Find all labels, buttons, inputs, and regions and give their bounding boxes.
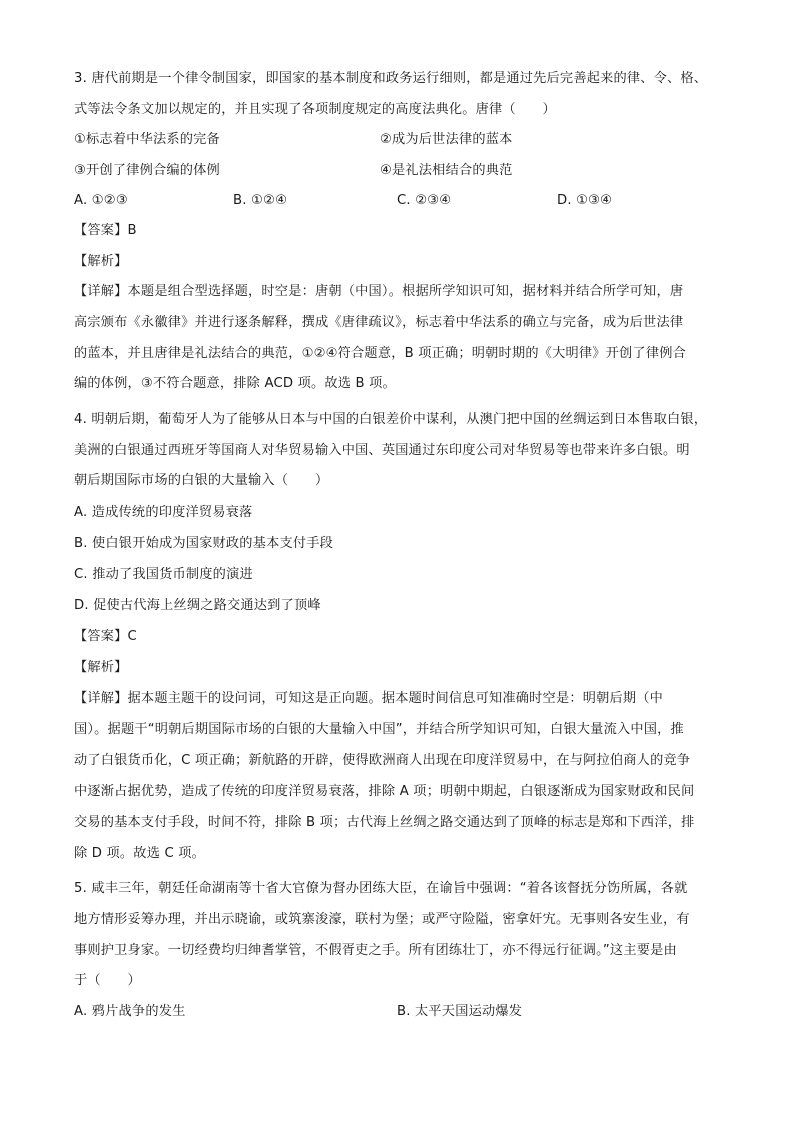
q4-stem-line-2: 美洲的白银通过西班牙等国商人对华贸易输入中国、英国通过东印度公司对华贸易等也带来许多白银。明 [74, 443, 690, 458]
q3-stem-line-1: 3. 唐代前期是一个律令制国家，即国家的基本制度和政务运行细则，都是通过先后完善起来的律、令、格、 [74, 71, 708, 86]
q3-answer: 【答案】B [74, 223, 137, 238]
q3-stem-line-2: 式等法令条文加以规定的，并且实现了各项制度规定的高度法典化。唐律（ ） [74, 102, 556, 117]
q4-detail-line-3: 动了白银货币化，C 项正确；新航路的开辟，使得欧洲商人出现在印度洋贸易中，在与阿拉伯商人的竞争 [74, 753, 691, 768]
q4-option-d: D. 促使古代海上丝绸之路交通达到了顶峰 [74, 598, 321, 613]
q3-item-2: ②成为后世法律的蓝本 [380, 132, 513, 147]
q4-option-b: B. 使白银开始成为国家财政的基本支付手段 [74, 536, 334, 551]
q3-item-3: ③开创了律例合编的体例 [74, 163, 220, 178]
q5-stem-line-4: 于（ ） [74, 973, 141, 988]
q3-item-1: ①标志着中华法系的完备 [74, 132, 220, 147]
q5-stem-line-3: 事则护卫身家。一切经费均归绅耆掌管，不假胥吏之手。所有团练壮丁，亦不得远行征调。”这主要是由 [74, 943, 677, 958]
q4-detail-line-5: 交易的基本支付手段，时间不符，排除 B 项；古代海上丝绸之路交通达到了顶峰的标志是郑和下西洋，排 [74, 815, 695, 830]
q3-detail-line-2: 高宗颁布《永徽律》并进行逐条解释，撰成《唐律疏议》，标志着中华法系的确立与完备，成为后世法律 [74, 315, 684, 330]
q5-stem-line-2: 地方情形妥筹办理，并出示晓谕，或筑寨浚濠，联村为堡；或严守险隘，密拿奸宄。无事则各安生业，有 [74, 912, 690, 927]
q4-answer: 【答案】C [74, 629, 137, 644]
q3-option-b: B. ①②④ [233, 193, 288, 208]
q3-option-d: D. ①③④ [557, 193, 613, 208]
q3-detail-line-3: 的蓝本，并且唐律是礼法结合的典范，①②④符合题意，B 项正确；明朝时期的《大明律》开创了律例合 [74, 346, 686, 361]
q3-option-c: C. ②③④ [397, 193, 452, 208]
q5-option-a: A. 鸦片战争的发生 [74, 1004, 186, 1019]
q4-option-a: A. 造成传统的印度洋贸易衰落 [74, 505, 253, 520]
q3-detail-line-1: 【详解】本题是组合型选择题，时空是：唐朝（中国）。根据所学知识可知，据材料并结合所学可知，唐 [74, 284, 684, 299]
q4-stem-line-3: 朝后期国际市场的白银的大量输入（ ） [74, 473, 329, 488]
q5-stem-line-1: 5. 咸丰三年，朝廷任命湖南等十省大官僚为督办团练大臣，在谕旨中强调：“着各该督抚分饬所属，各就 [74, 881, 688, 896]
q4-option-c: C. 推动了我国货币制度的演进 [74, 567, 253, 582]
q3-option-a: A. ①②③ [74, 193, 128, 208]
q4-stem-line-1: 4. 明朝后期，葡萄牙人为了能够从日本与中国的白银差价中谋利，从澳门把中国的丝绸运到日本售取白银， [74, 412, 708, 427]
q5-option-b: B. 太平天国运动爆发 [397, 1004, 523, 1019]
q3-item-4: ④是礼法相结合的典范 [380, 163, 513, 178]
q3-analysis-label: 【解析】 [74, 254, 128, 269]
q4-detail-line-4: 中逐渐占据优势，造成了传统的印度洋贸易衰落，排除 A 项；明朝中期起，白银逐渐成为国家财政和民间 [74, 784, 695, 799]
q4-detail-line-1: 【详解】据本题主题干的设问词，可知这是正向题。据本题时间信息可知准确时空是：明朝后期（中 [74, 691, 664, 706]
q4-detail-line-2: 国）。据题干“明朝后期国际市场的白银的大量输入中国”，并结合所学知识可知，白银大量流入中国，推 [74, 722, 684, 737]
q3-detail-line-4: 编的体例，③不符合题意，排除 ACD 项。故选 B 项。 [74, 376, 396, 391]
q4-detail-line-6: 除 D 项。故选 C 项。 [74, 846, 206, 861]
q4-analysis-label: 【解析】 [74, 660, 128, 675]
